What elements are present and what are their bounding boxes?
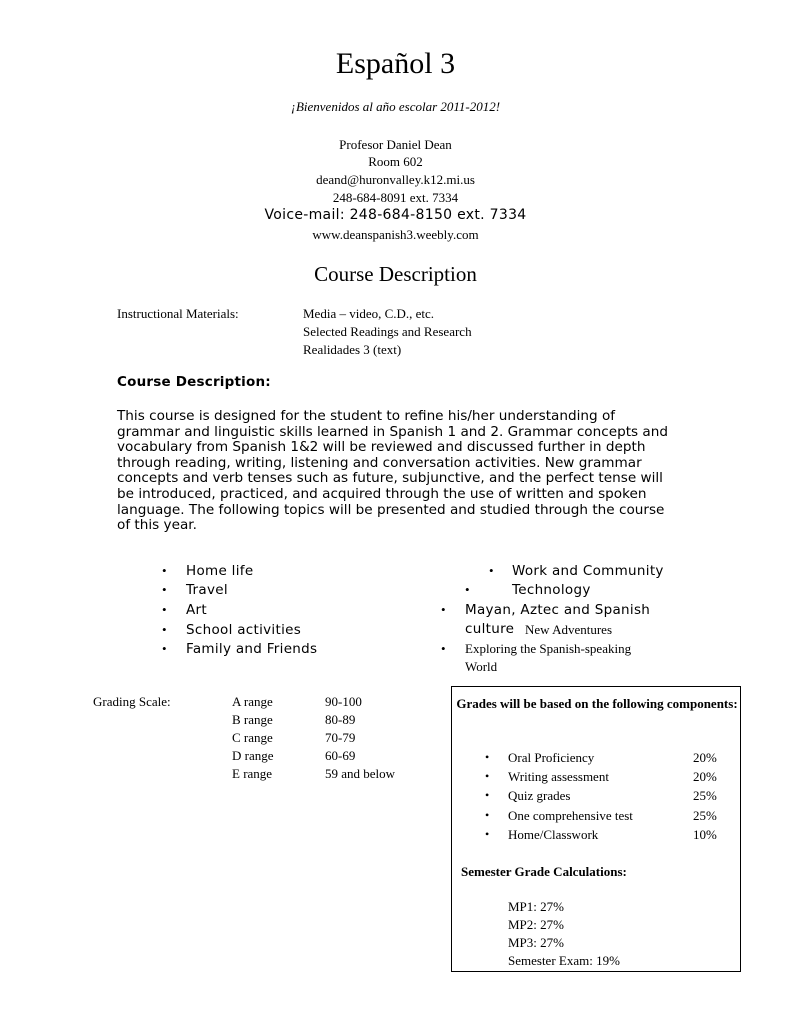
topic-item: Family and Friends xyxy=(186,641,318,657)
topic-item: Technology xyxy=(512,582,591,598)
voicemail-number: Voice-mail: 248-684-8150 ext. 7334 xyxy=(264,207,527,223)
grade-letter: B range xyxy=(232,712,273,727)
grade-letter: A range xyxy=(232,694,273,709)
materials-item: Realidades 3 (text) xyxy=(303,342,402,357)
phone-number: 248-684-8091 ext. 7334 xyxy=(332,190,459,205)
bullet-icon: • xyxy=(162,582,167,597)
website-url: www.deanspanish3.weebly.com xyxy=(312,227,479,242)
grade-range: 90-100 xyxy=(325,694,362,709)
grade-components-box xyxy=(451,686,741,972)
bullet-icon: • xyxy=(465,582,470,597)
topic-item: Mayan, Aztec and Spanish xyxy=(465,602,651,618)
grading-scale-label: Grading Scale: xyxy=(93,694,171,709)
topic-item: New Adventures xyxy=(525,622,613,637)
component-name: Quiz grades xyxy=(508,788,571,803)
component-name: Oral Proficiency xyxy=(508,750,595,765)
topic-item: School activities xyxy=(186,622,302,638)
grade-range: 59 and below xyxy=(325,766,396,781)
topic-item: Travel xyxy=(186,582,228,598)
topic-item: Work and Community xyxy=(512,563,664,579)
topic-item: Art xyxy=(186,602,207,618)
bullet-icon: • xyxy=(441,602,446,617)
description-heading: Course Description: xyxy=(117,374,271,390)
grade-letter: D range xyxy=(232,748,274,763)
bullet-icon: • xyxy=(441,641,446,656)
description-paragraph: This course is designed for the student to refine his/her understanding of grammar and linguistic skills learned in Spanish 1 and 2. Grammar concepts and vocabulary from Spanish 1&2 will be reviewed and discussed further in depth through reading, writing, listening and conversation activities. New grammar concepts and verb tenses such as future, subjunctive, and the perfect tense will be introduced, practiced, and acquired through the use of written and spoken language. The following topics will be presented and studied through the course of this year. xyxy=(117,408,669,534)
page-title: Español 3 xyxy=(335,47,456,80)
grade-letter: C range xyxy=(232,730,273,745)
bullet-icon: • xyxy=(162,622,167,637)
bullet-icon: • xyxy=(162,563,167,578)
component-percent: 20% xyxy=(693,769,717,784)
bullet-icon: • xyxy=(162,602,167,617)
component-percent: 25% xyxy=(693,808,717,823)
grade-range: 80-89 xyxy=(325,712,356,727)
welcome-line: ¡Bienvenidos al año escolar 2011-2012! xyxy=(290,99,501,114)
components-title: Grades will be based on the following components: xyxy=(456,696,738,711)
component-percent: 10% xyxy=(693,827,717,842)
semester-weight: MP2: 27% xyxy=(508,917,564,932)
course-description-heading: Course Description xyxy=(314,262,477,286)
semester-weight: MP3: 27% xyxy=(508,935,564,950)
grade-range: 70-79 xyxy=(325,730,356,745)
topic-item: Exploring the Spanish-speaking xyxy=(465,641,632,656)
grade-letter: E range xyxy=(232,766,273,781)
bullet-icon: • xyxy=(485,788,490,802)
materials-item: Media – video, C.D., etc. xyxy=(303,306,435,321)
topic-item: Home life xyxy=(186,563,254,579)
professor-name: Profesor Daniel Dean xyxy=(339,137,452,152)
semester-calc-heading: Semester Grade Calculations: xyxy=(461,864,627,879)
topic-item: World xyxy=(465,659,498,674)
bullet-icon: • xyxy=(485,827,490,841)
semester-weight: Semester Exam: 19% xyxy=(508,953,620,968)
room-number: Room 602 xyxy=(368,154,423,169)
bullet-icon: • xyxy=(162,641,167,656)
topic-item: culture xyxy=(465,621,515,637)
materials-item: Selected Readings and Research xyxy=(303,324,472,339)
materials-label: Instructional Materials: xyxy=(117,306,239,321)
component-name: Home/Classwork xyxy=(508,827,599,842)
component-percent: 20% xyxy=(693,750,717,765)
bullet-icon: • xyxy=(485,808,490,822)
component-name: One comprehensive test xyxy=(508,808,633,823)
grade-range: 60-69 xyxy=(325,748,356,763)
bullet-icon: • xyxy=(485,769,490,783)
bullet-icon: • xyxy=(485,750,490,764)
component-name: Writing assessment xyxy=(508,769,609,784)
bullet-icon: • xyxy=(489,563,494,578)
component-percent: 25% xyxy=(693,788,717,803)
semester-weight: MP1: 27% xyxy=(508,899,564,914)
email-address: deand@huronvalley.k12.mi.us xyxy=(316,172,475,187)
